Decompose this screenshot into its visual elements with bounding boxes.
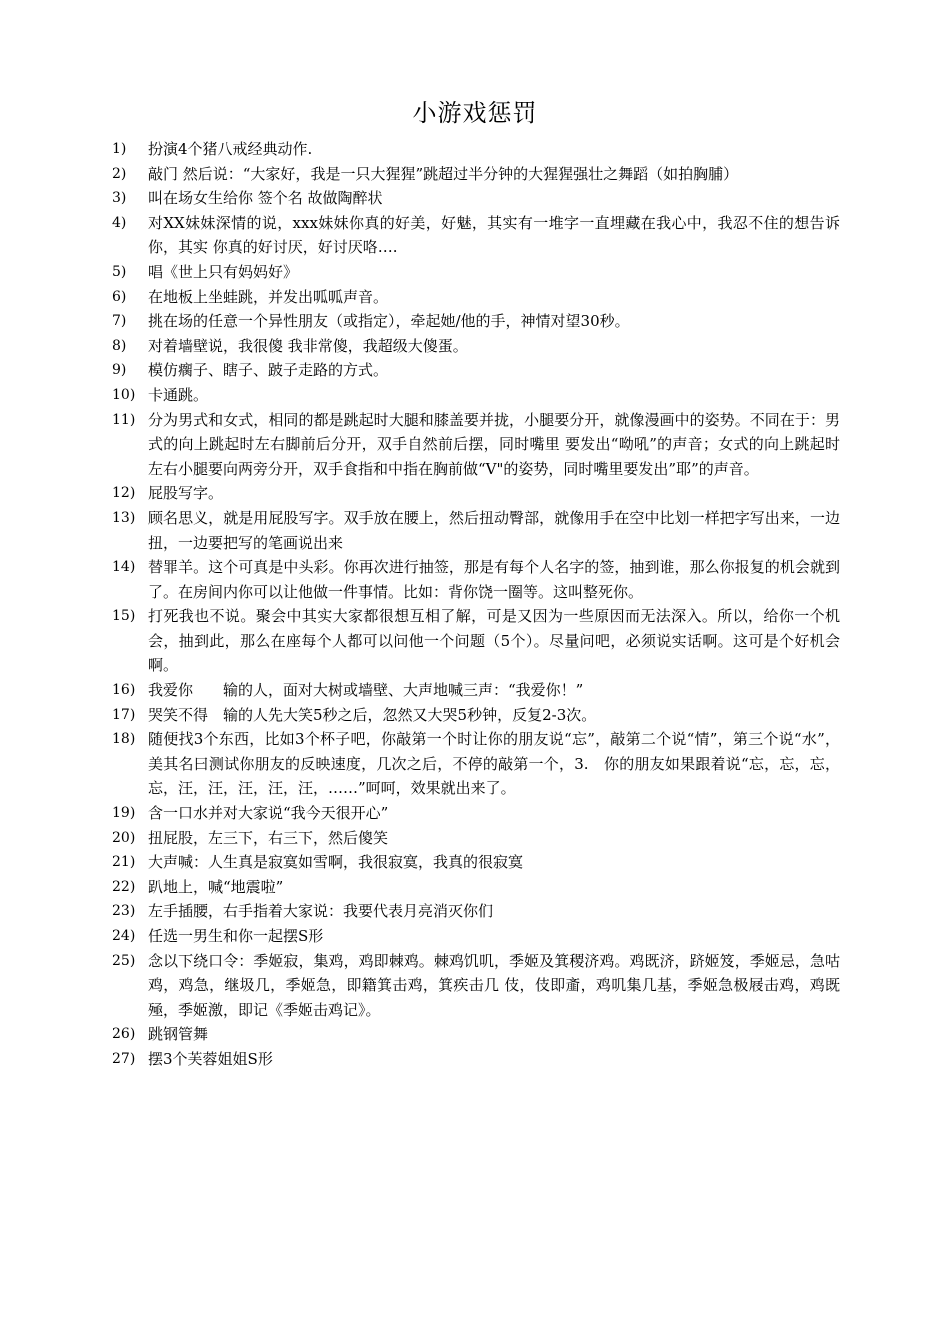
list-item-number: 23)	[112, 903, 136, 920]
list-item-number: 21)	[112, 854, 136, 871]
list-item-text: 随便找3个东西，比如3个杯子吧，你敲第一个时让你的朋友说“忘”，敲第二个说“情”，第三个说“水”，美其名曰测试你朋友的反映速度，几次之后，不停的敲第一个，3. 你的朋友如果跟着说“忘，忘，忘，忘，汪，汪，汪，汪，汪，……”呵呵，效果就出来了。	[148, 730, 840, 798]
list-item	[112, 678, 840, 703]
list-item-number: 16)	[112, 682, 136, 699]
list-item-number: 9)	[112, 362, 127, 379]
list-item-number: 2)	[112, 165, 127, 182]
list-item-text: 任选一男生和你一起摆S形	[148, 927, 324, 945]
list-item-text: 叫在场女生给你 签个名 故做陶醉状	[148, 189, 383, 208]
list-item-number: 8)	[112, 337, 127, 354]
list-item-text: 在地板上坐蛙跳，并发出呱呱声音。	[148, 287, 389, 306]
list-item-number: 19)	[112, 805, 136, 822]
list-item-number: 14)	[112, 559, 136, 576]
list-item-text: 扭屁股，左三下，右三下，然后傻笑	[148, 828, 389, 847]
list-item	[112, 506, 840, 555]
list-item-number: 4)	[112, 214, 127, 231]
list-item-number: 17)	[112, 706, 136, 723]
list-item-text: 对着墙壁说，我很傻 我非常傻，我超级大傻蛋。	[148, 336, 468, 355]
list-item-text: 趴地上，喊“地震啦”	[148, 877, 284, 896]
list-item-number: 10)	[112, 386, 136, 403]
list-item-number: 27)	[112, 1050, 136, 1067]
list-item-text: 顾名思义，就是用屁股写字。双手放在腰上，然后扭动臀部，就像用手在空中比划一样把字写出来，一边扭，一边要把写的笔画说出来	[148, 508, 840, 552]
list-item-text: 唱《世上只有妈妈好》	[148, 262, 299, 281]
list-item	[112, 555, 840, 604]
list-item-text: 左手插腰，右手指着大家说：我要代表月亮消灭你们	[148, 902, 494, 921]
list-item-text: 摆3个芙蓉姐姐S形	[148, 1049, 273, 1068]
list-item	[112, 801, 840, 826]
list-item-number: 24)	[112, 928, 136, 944]
list-item	[112, 949, 840, 1023]
list-item-text: 对XX妹妹深情的说，xxx妹妹你真的好美，好魅，其实有一堆字一直埋藏在我心中，我忍不住的想告诉你，其实 你真的好讨厌，好讨厌咯….	[148, 213, 840, 257]
list-item	[112, 285, 840, 310]
list-item	[112, 260, 840, 285]
list-item	[112, 383, 840, 408]
list-item-text: 屁股写字。	[148, 484, 224, 503]
list-item-number: 25)	[112, 952, 136, 969]
list-item-text: 敲门 然后说：“大家好，我是一只大猩猩”跳超过半分钟的大猩猩强壮之舞蹈（如拍胸脯）	[148, 164, 739, 183]
list-item	[112, 137, 840, 162]
penalty-list	[112, 137, 840, 1072]
list-item-number: 15)	[112, 608, 136, 625]
list-item-text: 打死我也不说。聚会中其实大家都很想互相了解，可是又因为一些原因而无法深入。所以，给你一个机会，抽到此，那么在座每个人都可以问他一个问题（5个）。尽量问吧，必须说实话啊。这可是个好机会啊。	[148, 607, 840, 675]
list-item-text: 我爱你 输的人，面对大树或墙壁、大声地喊三声：“我爱你！”	[148, 681, 584, 700]
list-item	[112, 309, 840, 334]
list-item	[112, 850, 840, 875]
list-item-number: 26)	[112, 1026, 136, 1043]
list-item	[112, 899, 840, 924]
list-item	[112, 186, 840, 211]
list-item-number: 22)	[112, 878, 136, 895]
list-item-text: 含一口水并对大家说“我今天很开心”	[148, 804, 389, 823]
list-item-text: 分为男式和女式，相同的都是跳起时大腿和膝盖要并拢，小腿要分开，就像漫画中的姿势。不同在于：男式的向上跳起时左右脚前后分开，双手自然前后摆，同时嘴里 要发出“呦吼”的声音；女式的向上跳起时左右小腿要向两旁分开，双手食指和中指在胸前做“V"的姿势，同时嘴里要发出”耶”的声音。	[148, 410, 840, 478]
list-item	[112, 1022, 840, 1047]
list-item	[112, 604, 840, 678]
list-item-text: 挑在场的任意一个异性朋友（或指定），牵起她/他的手，神情对望30秒。	[148, 312, 630, 331]
list-item	[112, 162, 840, 187]
list-item-number: 13)	[112, 509, 136, 526]
list-item-text: 模仿瘸子、瞎子、跛子走路的方式。	[148, 361, 389, 380]
list-item-number: 7)	[112, 313, 127, 330]
list-item	[112, 826, 840, 851]
list-item-text: 哭笑不得 输的人先大笑5秒之后，忽然又大哭5秒钟，反复2-3次。	[148, 705, 597, 724]
list-item-number: 18)	[112, 731, 136, 748]
list-item-number: 11)	[112, 411, 136, 428]
list-item-number: 20)	[112, 829, 136, 846]
list-item	[112, 703, 840, 728]
list-item	[112, 924, 840, 949]
list-item	[112, 1047, 840, 1072]
list-item-text: 卡通跳。	[148, 385, 209, 404]
list-item	[112, 334, 840, 359]
list-item-number: 5)	[112, 263, 127, 280]
list-item	[112, 358, 840, 383]
list-item-number: 1)	[112, 141, 127, 157]
list-item	[112, 481, 840, 506]
list-item	[112, 211, 840, 260]
list-item-text: 念以下绕口令：季姬寂，集鸡，鸡即棘鸡。棘鸡饥叽，季姬及箕稷济鸡。鸡既济，跻姬笈，季姬忌，急咕鸡，鸡急，继圾几，季姬急，即籍箕击鸡，箕疾击几 伎，伎即齑，鸡叽集几基，季姬急极屐击鸡，鸡既殛，季姬激，即记《季姬击鸡记》。	[148, 951, 840, 1019]
list-item	[112, 727, 840, 801]
document-title: 小游戏惩罚	[412, 99, 538, 127]
list-item	[112, 408, 840, 482]
list-item-text: 跳钢管舞	[148, 1025, 209, 1044]
list-item	[112, 875, 840, 900]
list-item-text: 大声喊：人生真是寂寞如雪啊，我很寂寞，我真的很寂寞	[148, 853, 524, 872]
list-item-number: 12)	[112, 485, 136, 502]
list-item-number: 6)	[112, 288, 127, 305]
list-item-text: 替罪羊。这个可真是中头彩。你再次进行抽签，那是有每个人名字的签，抽到谁，那么你报复的机会就到了。在房间内你可以让他做一件事情。比如：背你饶一圈等。这叫整死你。	[148, 558, 840, 601]
list-item-text: 扮演4个猪八戒经典动作.	[148, 140, 313, 158]
list-item-number: 3)	[112, 190, 127, 207]
